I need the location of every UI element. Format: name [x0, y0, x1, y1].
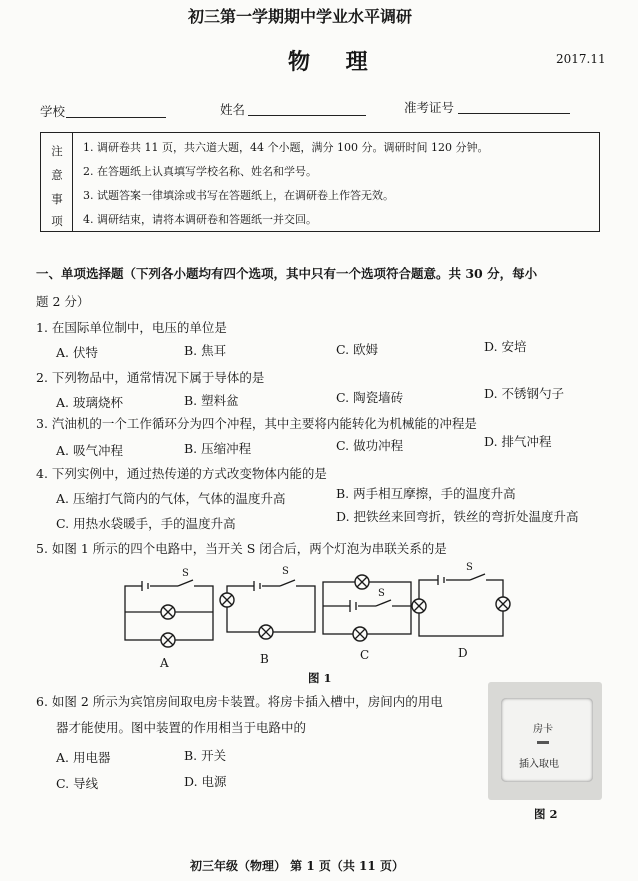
- lamp-icon: [496, 597, 510, 611]
- lamp-icon: [412, 599, 426, 613]
- card-slot: [501, 698, 593, 782]
- notice-char: 注: [51, 144, 63, 158]
- q6-option-c[interactable]: C. 导线: [56, 776, 99, 791]
- circuit-b: [222, 578, 322, 658]
- q2-option-b[interactable]: B. 塑料盆: [184, 393, 239, 408]
- switch-icon: [178, 583, 194, 589]
- question-6-cont: 器才能使用。图中装置的作用相当于电路中的: [56, 720, 307, 735]
- lamp-icon: [353, 627, 367, 641]
- lamp-icon: [259, 625, 273, 639]
- exam-title: 初三第一学期期中学业水平调研: [188, 7, 413, 26]
- q1-option-c[interactable]: C. 欧姆: [336, 342, 379, 357]
- q3-option-c[interactable]: C. 做功冲程: [336, 438, 404, 453]
- question-5: 5. 如图 1 所示的四个电路中，当开关 S 闭合后，两个灯泡为串联关系的是: [36, 541, 447, 556]
- switch-icon: [280, 583, 296, 589]
- battery-icon: [350, 599, 358, 613]
- q3-option-a[interactable]: A. 吸气冲程: [56, 443, 123, 458]
- question-6: 6. 如图 2 所示为宾馆房间取电房卡装置。将房卡插入槽中，房间内的用电: [36, 694, 443, 709]
- room-card-photo: [488, 682, 602, 800]
- section-heading-cont: 题 2 分）: [36, 294, 90, 309]
- lamp-icon: [220, 593, 234, 607]
- section-heading: 一、单项选择题（下列各小题均有四个选项，其中只有一个选项符合题意。共 30 分，每小: [36, 266, 538, 281]
- lamp-icon: [161, 605, 175, 619]
- q6-option-a[interactable]: A. 用电器: [56, 750, 111, 765]
- circuit-c: [318, 574, 418, 654]
- switch-label: S: [282, 566, 289, 577]
- school-field[interactable]: [66, 103, 166, 118]
- notice-item: 1. 调研卷共 11 页，共六道大题，44 个小题，满分 100 分。调研时间 120 分钟。: [83, 141, 489, 154]
- exam-id-label: 准考证号: [404, 100, 455, 115]
- figure-1-caption: 图 1: [308, 671, 332, 685]
- circuit-label-c: C: [360, 648, 370, 662]
- figure-2-caption: 图 2: [534, 807, 558, 821]
- circuit-d: [414, 572, 514, 652]
- lamp-icon: [355, 575, 369, 589]
- question-4: 4. 下列实例中，通过热传递的方式改变物体内能的是: [36, 466, 327, 481]
- q1-option-b[interactable]: B. 焦耳: [184, 343, 227, 358]
- name-label: 姓名: [220, 102, 246, 117]
- q3-option-d[interactable]: D. 排气冲程: [484, 434, 552, 449]
- slot-label: 插入取电: [519, 759, 559, 770]
- question-3: 3. 汽油机的一个工作循环分为四个冲程，其中主要将内能转化为机械能的冲程是: [36, 416, 477, 431]
- q4-option-c[interactable]: C. 用热水袋暖手，手的温度升高: [56, 516, 236, 531]
- school-label: 学校: [40, 104, 66, 119]
- q1-option-a[interactable]: A. 伏特: [56, 345, 98, 360]
- exam-id-field[interactable]: [458, 99, 570, 114]
- exam-date: 2017.11: [556, 52, 606, 66]
- notice-item: 4. 调研结束，请将本调研卷和答题纸一并交回。: [83, 213, 317, 226]
- subject-title: 物 理: [288, 49, 382, 75]
- q2-option-c[interactable]: C. 陶瓷墙砖: [336, 390, 404, 405]
- q2-option-d[interactable]: D. 不锈钢勺子: [484, 386, 565, 401]
- question-2: 2. 下列物品中，通常情况下属于导体的是: [36, 370, 265, 385]
- q3-option-b[interactable]: B. 压缩冲程: [184, 441, 252, 456]
- circuit-label-d: D: [458, 646, 468, 660]
- switch-label: S: [378, 588, 385, 599]
- switch-icon: [376, 603, 392, 609]
- q4-option-b[interactable]: B. 两手相互摩擦，手的温度升高: [336, 486, 516, 501]
- battery-icon: [438, 573, 446, 587]
- card-label: 房卡: [533, 724, 553, 735]
- notice-box: [40, 132, 600, 232]
- circuit-label-a: A: [160, 656, 169, 670]
- battery-icon: [142, 579, 150, 593]
- q2-option-a[interactable]: A. 玻璃烧杯: [56, 395, 123, 410]
- notice-item: 2. 在答题纸上认真填写学校名称、姓名和学号。: [83, 165, 317, 178]
- circuit-label-b: B: [260, 652, 269, 666]
- q6-option-b[interactable]: B. 开关: [184, 748, 227, 763]
- notice-char: 项: [51, 214, 63, 228]
- q4-option-d[interactable]: D. 把铁丝来回弯折，铁丝的弯折处温度升高: [336, 509, 579, 524]
- notice-char: 意: [51, 168, 63, 182]
- indicator-icon: [537, 741, 549, 744]
- notice-item: 3. 试题答案一律填涂或书写在答题纸上，在调研卷上作答无效。: [83, 189, 394, 202]
- notice-char: 事: [51, 192, 63, 206]
- notice-side-label: [41, 133, 73, 231]
- q6-option-d[interactable]: D. 电源: [184, 774, 227, 789]
- q4-option-a[interactable]: A. 压缩打气筒内的气体，气体的温度升高: [56, 491, 286, 506]
- q1-option-d[interactable]: D. 安培: [484, 339, 527, 354]
- battery-icon: [254, 579, 262, 593]
- question-1: 1. 在国际单位制中，电压的单位是: [36, 320, 227, 335]
- page-footer: 初三年级（物理） 第 1 页（共 11 页）: [190, 859, 404, 873]
- lamp-icon: [161, 633, 175, 647]
- switch-icon: [470, 577, 486, 583]
- name-field[interactable]: [248, 101, 366, 116]
- switch-label: S: [466, 562, 473, 573]
- circuit-a: [120, 578, 220, 658]
- switch-label: S: [182, 568, 189, 579]
